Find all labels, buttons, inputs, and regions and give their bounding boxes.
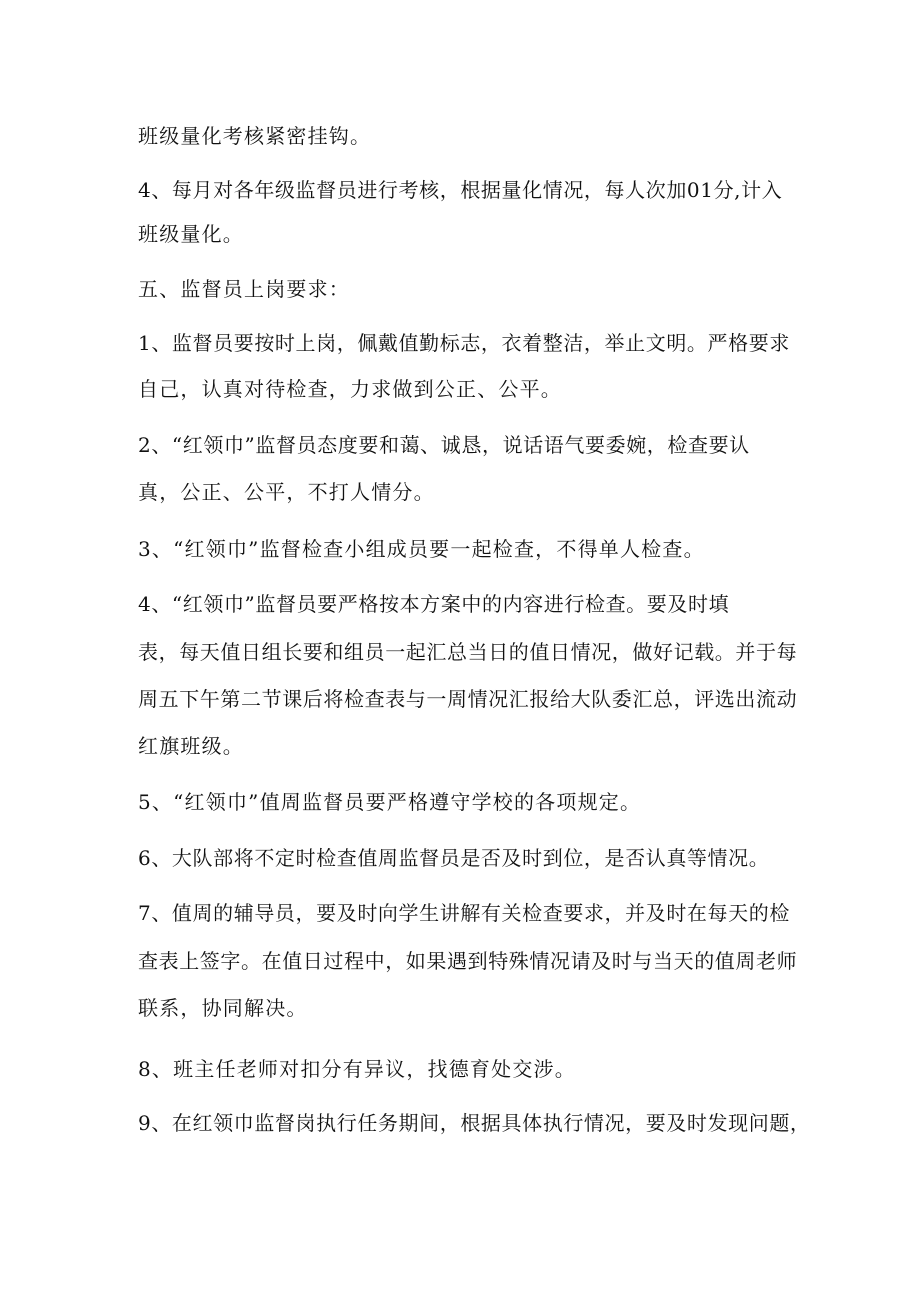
text-line: 8、班主任老师对扣分有异议，找德育处交涉。: [138, 1057, 576, 1081]
text-line: 2、“红领巾”监督员态度要和蔼、诚恳，说话语气要委婉，检查要认: [138, 433, 750, 457]
text-line: 红旗班级。: [138, 734, 244, 758]
text-line: 7、值周的辅导员，要及时向学生讲解有关检查要求，并及时在每天的检: [138, 901, 790, 925]
text-line: 自己，认真对待检查，力求做到公正、公平。: [138, 377, 562, 401]
text-line: 9、在红领巾监督岗执行任务期间，根据具体执行情况，要及时发现问题，: [138, 1111, 811, 1135]
text-line: 5、“红领巾”值周监督员要严格遵守学校的各项规定。: [138, 790, 642, 814]
text-line: 周五下午第二节课后将检查表与一周情况汇报给大队委汇总，评选出流动: [138, 687, 798, 711]
text-line: 1、监督员要按时上岗，佩戴值勤标志，衣着整洁，举止文明。严格要求: [138, 331, 790, 355]
text-line: 6、大队部将不定时检查值周监督员是否及时到位，是否认真等情况。: [138, 846, 770, 870]
text-line: 班级量化。: [138, 222, 244, 246]
text-line: 班级量化考核紧密挂钩。: [138, 124, 372, 148]
text-line: 查表上签字。在值日过程中，如果遇到特殊情况请及时与当天的值周老师: [138, 949, 798, 973]
text-line: 4、每月对各年级监督员进行考核，根据量化情况，每人次加01分,计入: [138, 178, 783, 202]
text-line: 4、“红领巾”监督员要严格按本方案中的内容进行检查。要及时填: [138, 592, 730, 616]
text-line: 联系，协同解决。: [138, 996, 308, 1020]
text-line: 表，每天值日组长要和组员一起汇总当日的值日情况，做好记载。并于每: [138, 640, 798, 664]
text-line: 3、“红领巾”监督检查小组成员要一起检查，不得单人检查。: [138, 537, 705, 561]
section-heading: 五、监督员上岗要求：: [138, 277, 350, 301]
text-line: 真，公正、公平，不打人情分。: [138, 480, 435, 504]
